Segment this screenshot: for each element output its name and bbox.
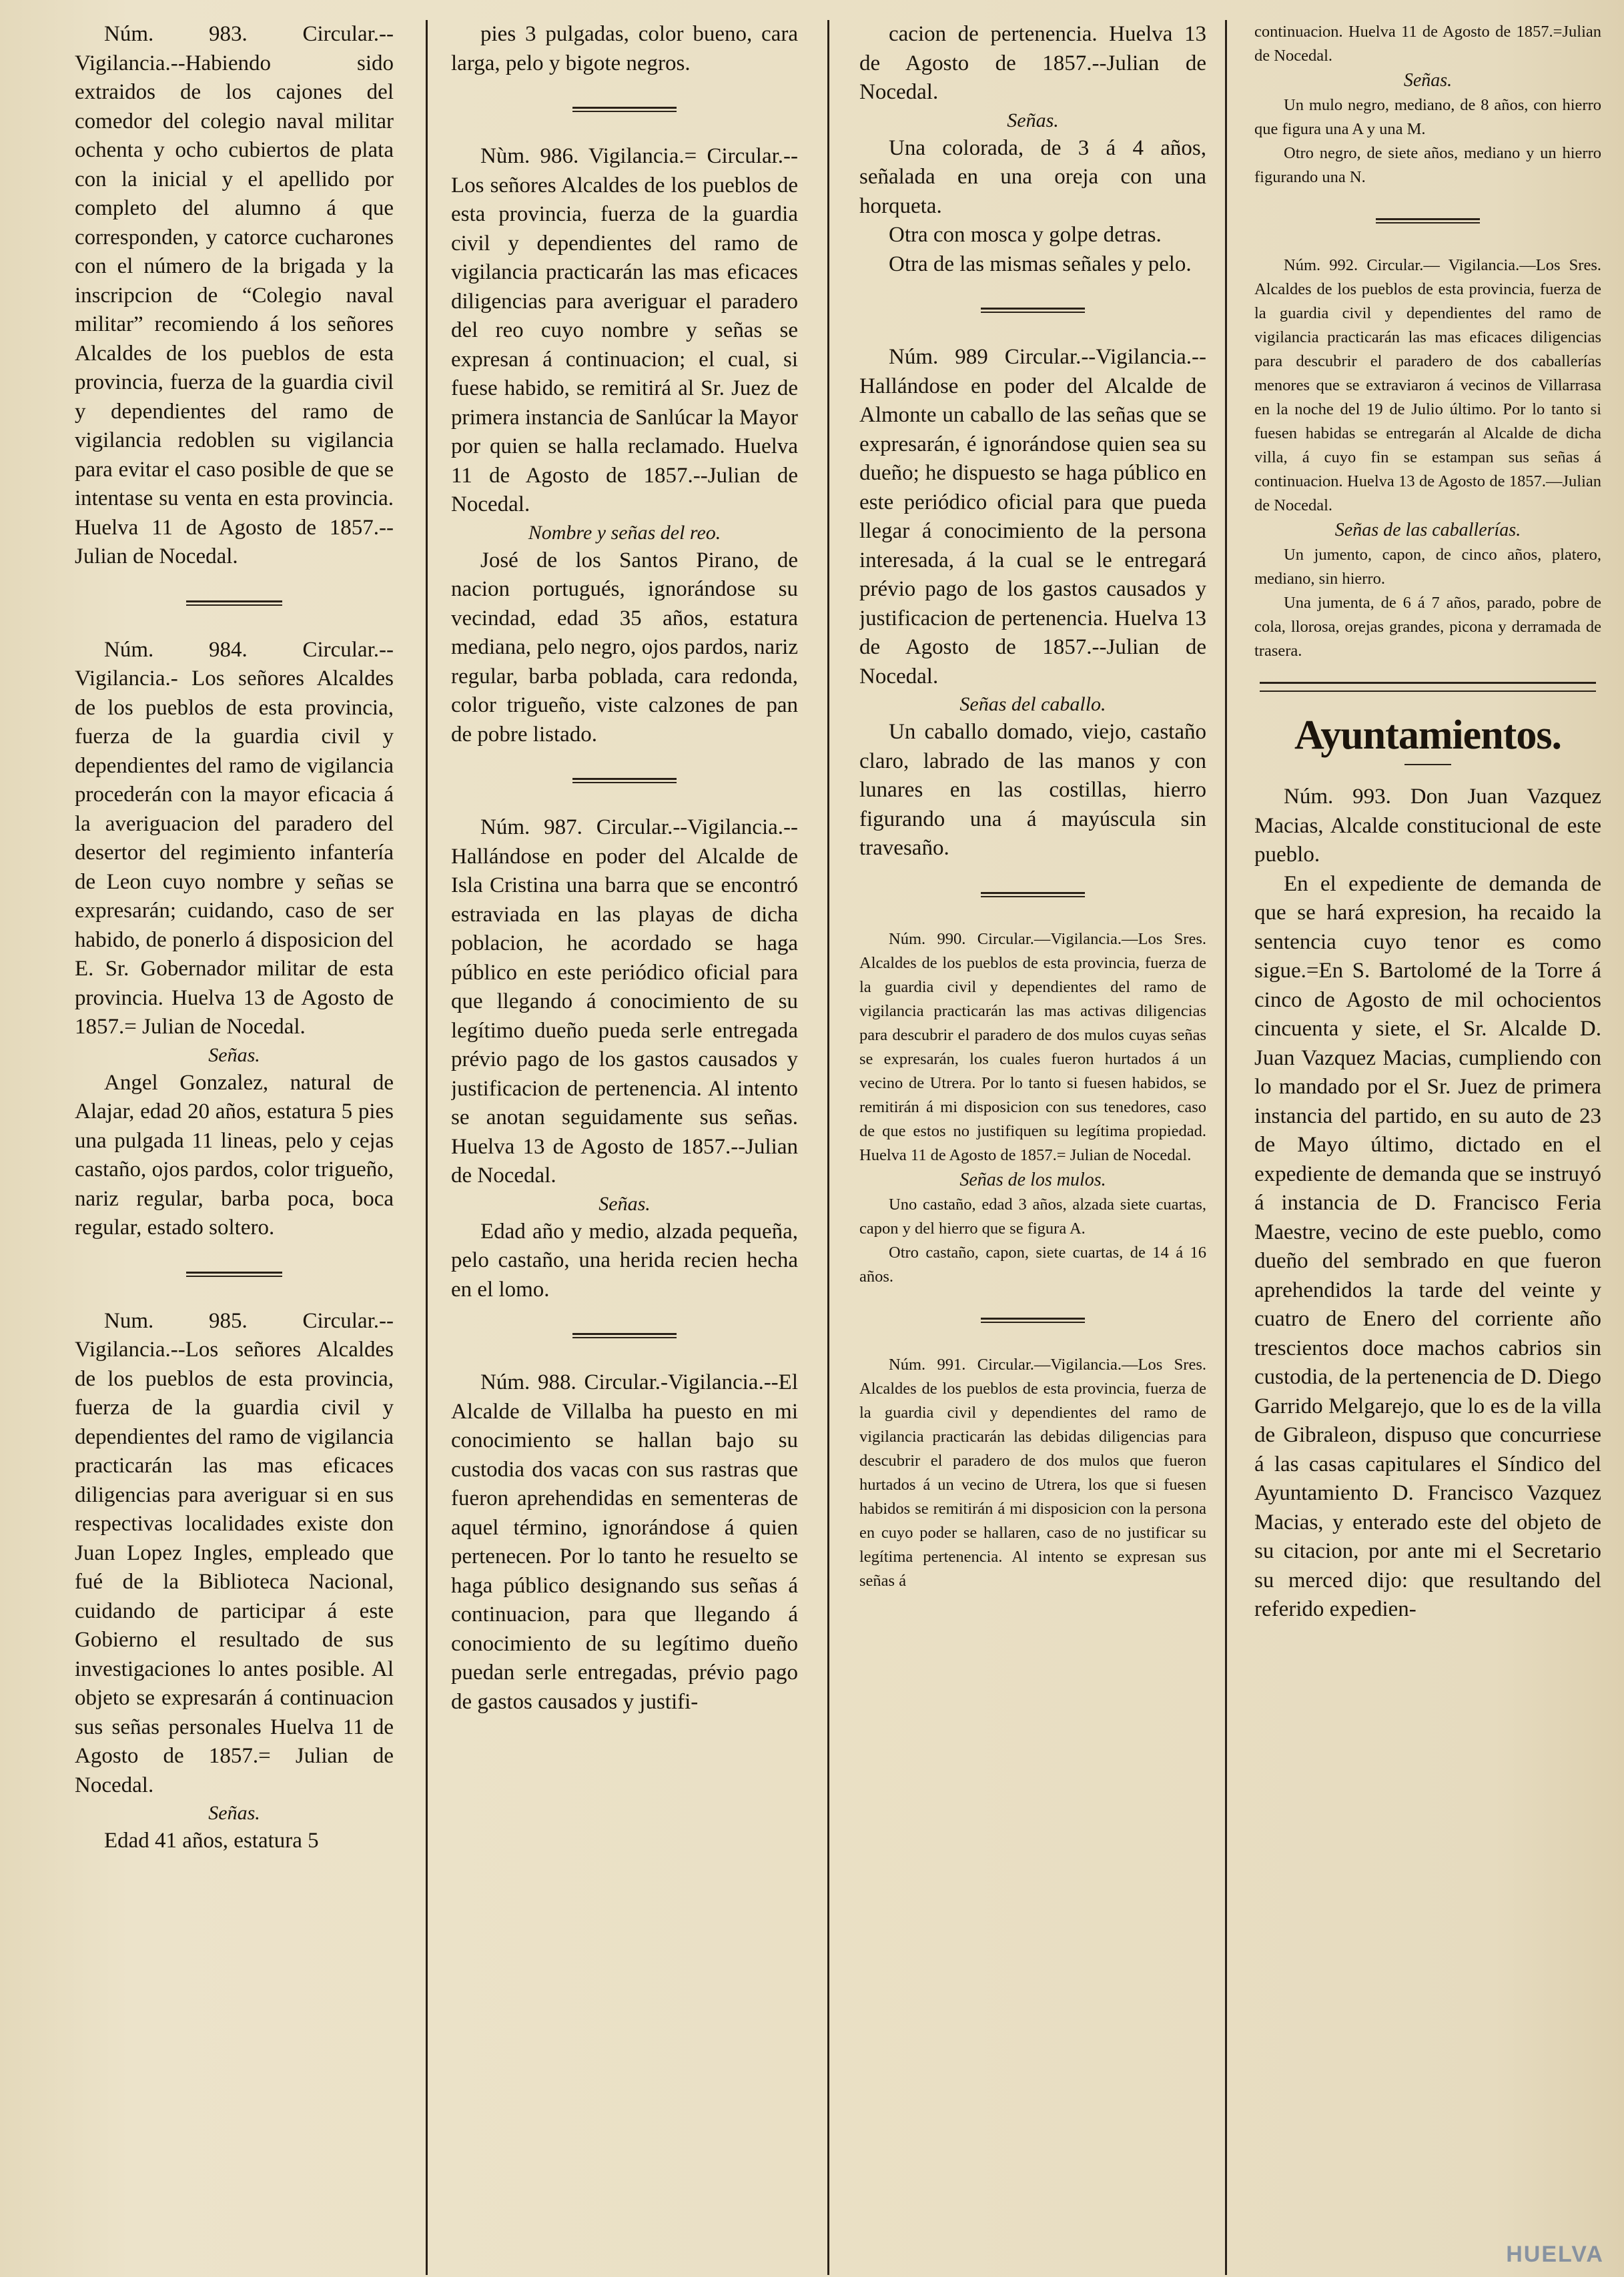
section-divider <box>75 1267 394 1283</box>
notice-993-header: Núm. 993. Don Juan Vazquez Macias, Alcalde constitucional de este pueblo. <box>1254 785 1601 867</box>
section-divider <box>859 1313 1206 1329</box>
section-divider <box>451 773 798 789</box>
section-rule <box>1260 682 1596 692</box>
description: Uno castaño, edad 3 años, alzada siete cuartas, capon y del hierro que se figura A. <box>859 1195 1206 1238</box>
section-divider <box>451 102 798 118</box>
description: Otra con mosca y golpe detras. <box>889 223 1162 247</box>
section-divider <box>859 887 1206 903</box>
column-rule <box>426 20 428 2275</box>
description: Un jumento, capon, de cinco años, platero, mediano, sin hierro. <box>1254 546 1601 588</box>
subheading: Señas. <box>208 1802 260 1824</box>
subheading: Señas de las caballerías. <box>1334 520 1521 540</box>
notice-983: Núm. 983. Circular.--Vigilancia.--Habiendo sido extraidos de los cajones del comedor del colegio naval militar ochenta y ocho cubiertos de plata con la inicial y el apellido por completo del alumno á que corresponden, y catorce cucharones con el número de la brigada y la inscripcion de “Colegio naval militar” recomiendo á los señores Alcaldes de los pueblos de esta provincia, fuerza de la guardia civil y dependientes del ramo de vigilancia redoblen su vigilancia para evitar el caso posible de que se intentase su venta en esta provincia. Huelva 11 de Agosto de 1857.--Julian de Nocedal. <box>75 22 394 568</box>
column-4 <box>1254 20 1601 2264</box>
subheading: Nombre y señas del reo. <box>528 521 721 544</box>
heading-underline <box>1404 764 1451 765</box>
section-divider <box>859 303 1206 319</box>
description: Otro negro, de siete años, mediano y un hierro figurando una N. <box>1254 144 1601 186</box>
column-1 <box>75 20 394 2264</box>
column-2 <box>451 20 798 2264</box>
section-divider <box>75 596 394 612</box>
column-rule <box>1225 20 1227 2275</box>
notice-993-body: En el expediente de demanda de que se hará expresion, ha recaido la sentencia cuyo tenor es como sigue.=En S. Bartolomé de la Torre á cinco de Agosto de mil ochocientos cincuenta y siete, el Sr. Alcalde D. Juan Vazquez Macias, cumpliendo con lo mandado por el Sr. Juez de primera instancia del partido, en su auto de 23 de Mayo último, dictado en el expediente de demanda que se instruyó á instancia de D. Francisco Feria Maestre, vecino de este pueblo, como dueño del sembrado en que fueron aprehendidos la tarde del veinte y cuatro de Enero del corriente año trescientos doce machos cabrios sin custodia, de la pertenencia de D. Diego Garrido Melgarejo, que lo es de la villa de Gibraleon, dispuso que concurriese á las casas capitulares el Síndico del Ayuntamiento D. Francisco Vazquez Macias, y enterado este del objeto de su citacion, por ante mi el Secretario su merced dijo: que resultando del referido expedien- <box>1254 871 1601 1621</box>
section-divider <box>451 1328 798 1344</box>
description: Un caballo domado, viejo, castaño claro, labrado de las manos y con lunares en las costillas, hierro figurando una á mayúscula sin travesaño. <box>859 720 1206 860</box>
notice-990: Núm. 990. Circular.—Vigilancia.—Los Sres. Alcaldes de los pueblos de esta provincia, fuerza de la guardia civil y dependientes del ramo de vigilancia practicarán las mas activas diligencias para descubrir el paradero de dos mulos cuyas señas se expresarán, los cuales fueron hurtados á un vecino de Utrera. Por lo tanto si fuesen habidos, se remitirán á mi disposicion con sus tenedores, caso de que estos no justifiquen su legítima propiedad. Huelva 11 de Agosto de 1857.= Julian de Nocedal. <box>859 929 1206 1164</box>
subheading: Señas. <box>208 1043 260 1066</box>
column-3 <box>859 20 1206 2264</box>
description: Edad 41 años, estatura 5 <box>104 1829 319 1853</box>
continuation: cacion de pertenencia. Huelva 13 de Agosto de 1857.--Julian de Nocedal. <box>859 22 1206 104</box>
notice-984: Núm. 984. Circular.--Vigilancia.- Los señores Alcaldes de los pueblos de esta provincia, fuerza de la guardia civil y dependientes del ramo de vigilancia procederán con la mayor eficacia á la averiguacion del paradero del desertor del regimiento infantería de Leon cuyo nombre y señas se expresarán; cuidando, caso de ser habido, de ponerlo á disposicion del E. Sr. Gobernador militar de esta provincia. Huelva 13 de Agosto de 1857.= Julian de Nocedal. <box>75 637 394 1039</box>
description: Un mulo negro, mediano, de 8 años, con hierro que figura una A y una M. <box>1254 96 1601 138</box>
notice-988: Núm. 988. Circular.-Vigilancia.--El Alcalde de Villalba ha puesto en mi conocimiento se hallan bajo su custodia dos vacas con sus rastras que fueron aprehendidas en sementeras de aquel término, ignorándose á quien pertenecen. Por lo tanto he resuelto se haga público designando sus señas á continuacion, para que llegando á conocimiento de su legítimo dueño puedan serle entregadas, prévio pago de gastos causados y justifi- <box>451 1370 798 1714</box>
subheading: Señas. <box>1403 70 1453 91</box>
section-divider <box>1254 213 1601 230</box>
notice-985: Num. 985. Circular.--Vigilancia.--Los señores Alcaldes de los pueblos de esta provincia, fuerza de la guardia civil y dependientes del ramo de vigilancia practicarán las mas eficaces diligencias para averiguar si en sus respectivas localidades existe don Juan Lopez Ingles, empleado que fué de la Biblioteca Nacional, cuidando de participar á este Gobierno el resultado de sus investigaciones lo antes posible. Al objeto se expresarán á continuacion sus señas personales Huelva 11 de Agosto de 1857.= Julian de Nocedal. <box>75 1308 394 1797</box>
description: José de los Santos Pirano, de nacion portugués, ignorándose su vecindad, edad 35 años, estatura mediana, pelo negro, ojos pardos, nariz regular, barba poblada, cara redonda, color trigueño, viste calzones de pan de pobre listado. <box>451 548 798 747</box>
notice-989: Núm. 989 Circular.--Vigilancia.--Hallándose en poder del Alcalde de Almonte un caballo de las señas que se expresarán, é ignorándose quien sea su dueño; he dispuesto se haga público en este periódico oficial para que pueda llegar á conocimiento de la persona interesada, á la cual se le entregará prévio pago de los gastos causados y justificacion de pertenencia. Huelva 13 de Agosto de 1857.--Julian de Nocedal. <box>859 345 1206 689</box>
description: Una colorada, de 3 á 4 años, señalada en una oreja con una horqueta. <box>859 135 1206 218</box>
continuation: continuacion. Huelva 11 de Agosto de 1857.=Julian de Nocedal. <box>1254 23 1601 65</box>
subheading: Señas de los mulos. <box>959 1169 1106 1190</box>
notice-992: Núm. 992. Circular.— Vigilancia.—Los Sres. Alcaldes de los pueblos de esta provincia, fuerza de la guardia civil y dependientes del ramo de vigilancia practicarán las mas eficaces diligencias para descubrir el paradero de dos caballerías menores que se extraviaron á vecinos de Villarrasa en la noche del 19 de Julio último. Por lo tanto si fuesen habidas se entregarán al Alcalde de dicha villa, á cuyo fin se estampan sus señas á continuacion. Huelva 13 de Agosto de 1857.—Julian de Nocedal. <box>1254 256 1601 514</box>
description: Otro castaño, capon, siete cuartas, de 14 á 16 años. <box>859 1243 1206 1286</box>
description: Edad año y medio, alzada pequeña, pelo castaño, una herida recien hecha en el lomo. <box>451 1219 798 1302</box>
notice-987: Núm. 987. Circular.--Vigilancia.--Hallándose en poder del Alcalde de Isla Cristina una barra que se encontró estraviada en las playas de dicha poblacion, he acordado se haga público en este periódico oficial para que llegando á conocimiento de su legítimo dueño pueda serle entregada prévio pago de los gastos causados y justificacion de pertenencia. Al intento se anotan seguidamente sus señas. Huelva 13 de Agosto de 1857.--Julian de Nocedal. <box>451 815 798 1188</box>
column-rule <box>827 20 829 2275</box>
section-heading: Ayuntamientos. <box>1294 713 1561 758</box>
description: Angel Gonzalez, natural de Alajar, edad 20 años, estatura 5 pies una pulgada 11 lineas, pelo y cejas castaño, ojos pardos, color trigueño, nariz regular, barba poca, boca regular, estado soltero. <box>75 1070 394 1240</box>
notice-986: Nùm. 986. Vigilancia.= Circular.--Los señores Alcaldes de los pueblos de esta provincia, fuerza de la guardia civil y dependientes del ramo de vigilancia practicarán las mas eficaces diligencias para averiguar el paradero del reo cuyo nombre y señas se expresan á continuacion; el cual, si fuese habido, se remitirá al Sr. Juez de primera instancia de Sanlúcar la Mayor por quien se halla reclamado. Huelva 11 de Agosto de 1857.--Julian de Nocedal. <box>451 144 798 516</box>
continuation: pies 3 pulgadas, color bueno, cara larga, pelo y bigote negros. <box>451 22 798 75</box>
subheading: Señas. <box>1007 109 1059 131</box>
description: Otra de las mismas señales y pelo. <box>889 252 1192 276</box>
subheading: Señas del caballo. <box>959 693 1106 715</box>
notice-991: Núm. 991. Circular.—Vigilancia.—Los Sres. Alcaldes de los pueblos de esta provincia, fuerza de la guardia civil y dependientes del ramo de vigilancia practicarán las debidas diligencias para descubrir el paradero de dos mulos que fueron hurtados á un vecino de Utrera, los que si fuesen habidos se remitirán á mi disposicion con la persona en cuyo poder se hallaren, caso de no justificar su legítima pertenencia. Al intento se expresan sus señas á <box>859 1355 1206 1590</box>
subheading: Señas. <box>598 1192 651 1215</box>
description: Una jumenta, de 6 á 7 años, parado, pobre de cola, llorosa, orejas grandes, picona y derramada de trasera. <box>1254 594 1601 660</box>
archive-watermark: HUELVA <box>1506 2242 1604 2267</box>
